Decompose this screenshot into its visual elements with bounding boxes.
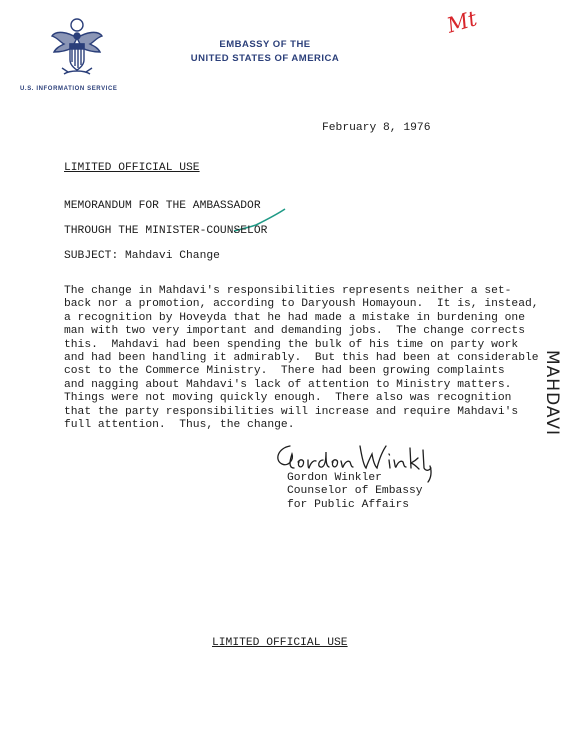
handwritten-margin-note: MAHDAVI: [542, 350, 562, 437]
memo-through: THROUGH THE MINISTER-COUNSELOR: [64, 225, 268, 237]
body-line: Things were not moving quickly enough. There also was recognition: [64, 392, 512, 405]
memo-date: February 8, 1976: [322, 122, 431, 134]
body-line: back nor a promotion, according to Daryoush Homayoun. It is, instead,: [64, 298, 539, 311]
body-line: this. Mahdavi had been spending the bulk of his time on party work: [64, 338, 519, 351]
signer-title: Counselor of Embassy: [287, 485, 423, 498]
body-line: and nagging about Mahdavi's lack of attention to Ministry matters.: [64, 378, 512, 391]
memo-body: [64, 285, 539, 432]
signer-name: Gordon Winkler: [287, 472, 382, 484]
embassy-line-1: EMBASSY OF THE: [219, 39, 311, 50]
handwritten-initials: Mt: [444, 6, 480, 38]
service-name: U.S. INFORMATION SERVICE: [20, 86, 118, 92]
signer-title: for Public Affairs: [287, 498, 410, 511]
embassy-name: [180, 38, 350, 66]
classification-bottom: LIMITED OFFICIAL USE: [212, 637, 348, 649]
body-line: The change in Mahdavi's responsibilities represents neither a set-: [64, 285, 512, 297]
embassy-line-2: UNITED STATES OF AMERICA: [190, 53, 340, 64]
us-eagle-seal-icon: [50, 18, 104, 82]
memo-subject: SUBJECT: Mahdavi Change: [64, 250, 220, 262]
classification-top: LIMITED OFFICIAL USE: [64, 162, 200, 174]
body-line: full attention. Thus, the change.: [64, 419, 295, 432]
memo-recipient: MEMORANDUM FOR THE AMBASSADOR: [64, 200, 261, 212]
body-line: man with two very important and demanding jobs. The change corrects: [64, 325, 525, 338]
body-line: and had been handling it admirably. But this had been at considerable: [64, 352, 539, 365]
body-line: cost to the Commerce Ministry. There had been growing complaints: [64, 365, 505, 378]
signature-block: [287, 472, 423, 512]
body-line: that the party responsibilities will increase and require Mahdavi's: [64, 405, 519, 418]
body-line: a recognition by Hoveyda that he had made a mistake in burdening one: [64, 311, 525, 324]
